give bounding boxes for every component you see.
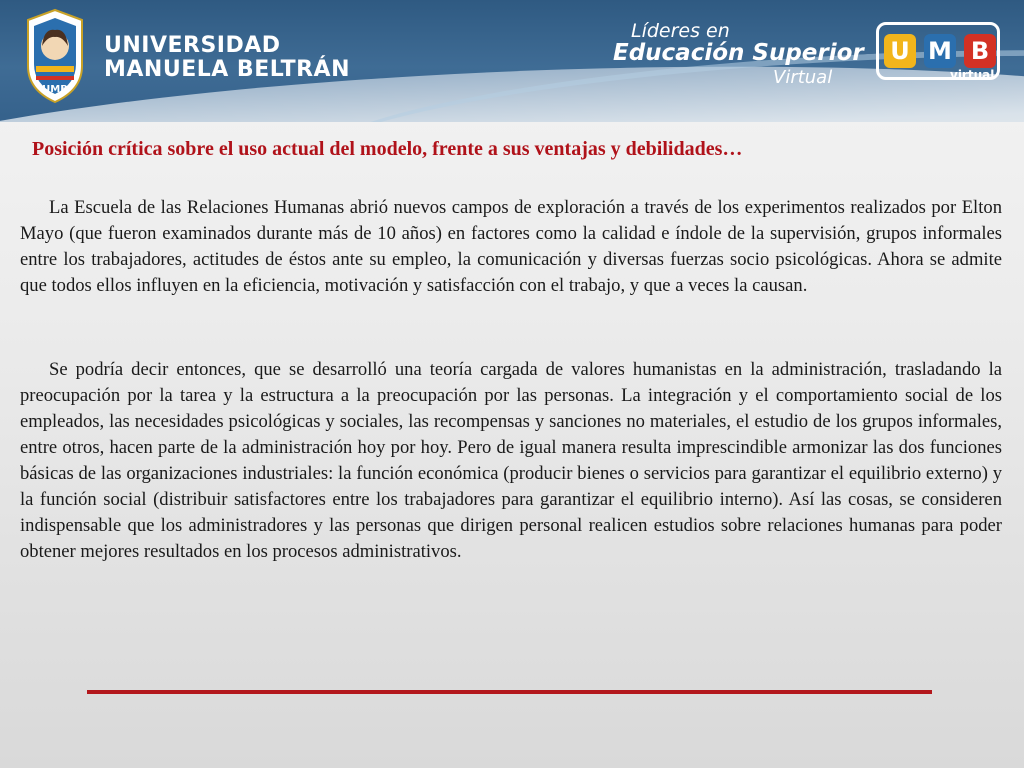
umb-logo-letter-u: U bbox=[884, 34, 916, 68]
slogan-line2: Educación Superior bbox=[613, 40, 864, 66]
header-banner bbox=[0, 0, 1024, 122]
divider-rule bbox=[87, 690, 932, 694]
svg-text:UMB: UMB bbox=[42, 84, 68, 95]
body-paragraph-1: La Escuela de las Relaciones Humanas abrió nuevos campos de exploración a través de los experimentos realizados por Elton Mayo (que fueron examinados durante más de 10 años) en factores como la calidad e índole de la supervisión, grupos informales entre los trabajadores, actitudes de éstos ante su empleo, la comunicación y diversas fuerzas socio psicológicas. Ahora se admite que todos ellos influyen en la eficiencia, motivación y satisfacción con el trabajo, y que a veces la causan. bbox=[20, 197, 1002, 296]
umb-virtual-logo bbox=[876, 18, 1002, 82]
university-name bbox=[104, 34, 350, 82]
university-name-line2: MANUELA BELTRÁN bbox=[104, 57, 350, 82]
umb-logo-letter-b: B bbox=[964, 34, 996, 68]
slide-title: Posición crítica sobre el uso actual del modelo, frente a sus ventajas y debilidades… bbox=[32, 138, 743, 160]
umb-logo-virtual: virtual bbox=[950, 68, 995, 82]
university-name-line1: UNIVERSIDAD bbox=[104, 33, 281, 58]
slogan-line1: Líderes en bbox=[631, 20, 730, 42]
umb-logo-letter-m: M bbox=[924, 34, 956, 68]
slogan-line3: Virtual bbox=[773, 67, 833, 88]
university-seal-icon bbox=[22, 6, 88, 106]
body-paragraph-2: Se podría decir entonces, que se desarrolló una teoría cargada de valores humanistas en la administración, trasladando la preocupación por la tarea y la estructura a la preocupación por las personas. La integración y el comportamiento social de los empleados, las necesidades psicológicas y sociales, las recompensas y sanciones no materiales, el estudio de los grupos informales, entre otros, hacen parte de la administración hoy por hoy. Pero de igual manera resulta imprescindible armonizar las dos funciones básicas de las organizaciones industriales: la función económica (producir bienes o servicios para garantizar el equilibrio externo) y la función social (distribuir satisfactores entre los trabajadores para garantizar el equilibrio interno). Así las cosas, se consideren indispensable que los administradores y las personas que dirigen personal realicen estudios sobre relaciones humanas para poder obtener mejores resultados en los procesos administrativos. bbox=[20, 359, 1002, 562]
